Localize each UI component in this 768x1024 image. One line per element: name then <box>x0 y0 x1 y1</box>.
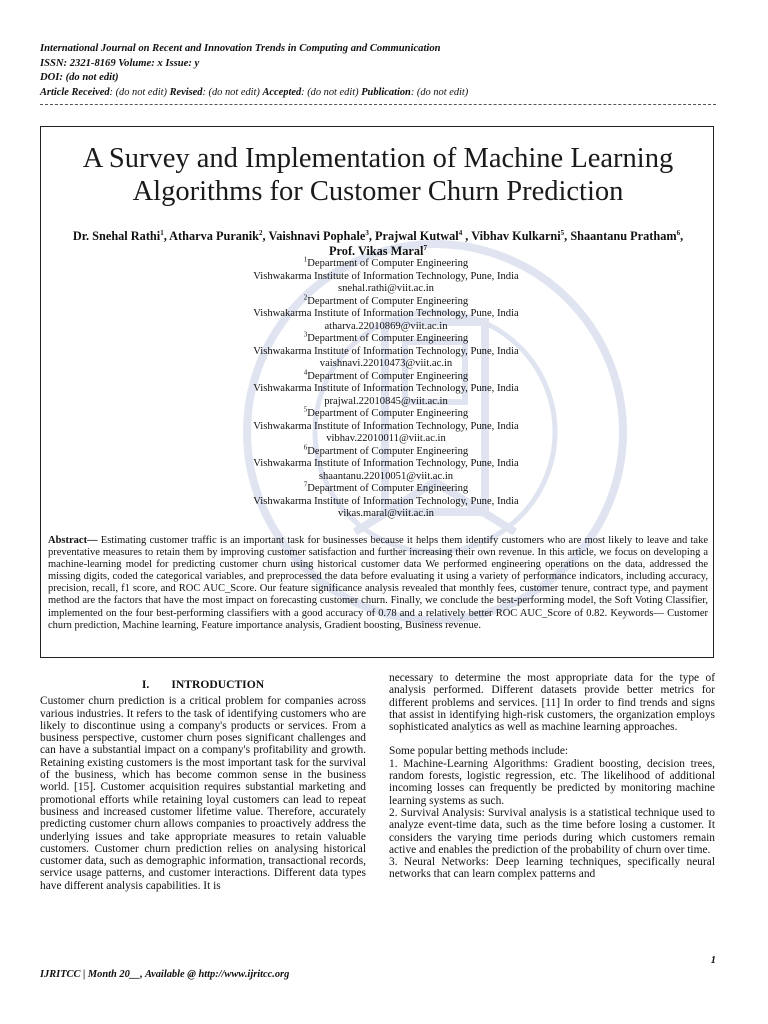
affiliation-institute: Vishwakarma Institute of Information Technology, Pune, India <box>253 345 519 357</box>
journal-header <box>40 42 720 100</box>
affiliation-email: atharva.22010869@viit.ac.in <box>324 320 448 332</box>
author-name: Vaishnavi Pophale <box>268 229 366 243</box>
department-name: Department of Computer Engineering <box>307 258 469 269</box>
section-number: I. <box>141 678 150 691</box>
author-name: Vibhav Kulkarni <box>471 229 561 243</box>
affiliation-email: snehal.rathi@viit.ac.in <box>338 283 434 294</box>
publication-label: Publication <box>361 86 411 98</box>
affiliation-department <box>200 405 572 421</box>
affiliation-institute: Vishwakarma Institute of Information Technology, Pune, India <box>253 383 519 394</box>
right-paragraph-1: necessary to determine the most appropriate data for the type of analysis performed. Different datasets provide better metrics for different problems and services. [11] In order to find trends and signs that assist in identifying high-risk customers, the organization employs sophisticated analytics as well as machine learning approaches. <box>389 672 715 734</box>
department-name: Department of Computer Engineering <box>307 445 469 457</box>
paper-title <box>48 142 708 208</box>
affiliation-department <box>200 330 572 346</box>
author-separator: , <box>564 229 571 243</box>
received-label: Article Received <box>40 86 110 98</box>
left-column <box>40 670 366 892</box>
abstract-text: Estimating customer traffic is an important task for businesses because it helps them identify customers who are most likely to leave and take preventative measures to retain them by improving customer satisfaction and further increasing their own revenue. In this article, we focus on developing a machine-learning model for predicting customer churn using historical customer data We performed engineering operations on the data, addressed the missing digits, coded the categorical variables, and preprocessed the data before evaluating it using a variety of performance indicators, including accuracy, precision, recall, f1 score, and ROC AUC_Score. Our feature significance analysis revealed that monthly fees, customer tenure, contract type, and payment method are the factors that have the most impact on forecasting customer churn. Finally, we conclude the best-performing model, the Soft Voting Classifier, implemented on the four best-performing classifiers with a good accuracy of 0.78 and a relatively better ROC AUC_Score of 0.82. Keywords— Customer churn prediction, Machine learning, Feature importance analysis, Gradient boosting, Business revenue. <box>48 535 708 631</box>
issn-line: ISSN: 2321-8169 Volume: x Issue: y <box>40 57 200 69</box>
department-name: Department of Computer Engineering <box>307 483 469 494</box>
author-name: Dr. Snehal Rathi <box>72 229 161 243</box>
right-paragraph-2: Some popular betting methods include: <box>389 745 569 758</box>
department-name: Department of Computer Engineering <box>307 295 469 307</box>
header-divider <box>40 104 716 105</box>
affiliation-institute: Vishwakarma Institute of Information Technology, Pune, India <box>253 458 519 469</box>
affiliation-institute: Vishwakarma Institute of Information Technology, Pune, India <box>253 420 519 432</box>
journal-name: International Journal on Recent and Innovation Trends in Computing and Communication <box>40 43 441 54</box>
affiliation-mark: 2 <box>303 292 308 301</box>
revised-value: : (do not edit) <box>202 86 263 98</box>
list-item-survival-analysis: 2. Survival Analysis: Survival analysis is a statistical technique used to analyze event-time data, such as the time before losing a customer. It considers the varying time periods during which customers remain active and enables the prediction of the probability of churn over time. <box>389 806 715 856</box>
department-name: Department of Computer Engineering <box>307 333 469 344</box>
affiliation-institute: Vishwakarma Institute of Information Technology, Pune, India <box>253 270 519 282</box>
author-affiliation-mark: 2 <box>259 228 263 237</box>
affiliation-department <box>200 292 572 309</box>
affiliation-email: shaantanu.22010051@viit.ac.in <box>318 470 454 482</box>
affiliation-mark: 7 <box>303 480 308 489</box>
right-column <box>389 672 715 881</box>
section-heading-introduction <box>40 679 366 691</box>
article-dates <box>40 86 720 101</box>
author-list <box>64 229 692 259</box>
title-line-1: A Survey and Implementation of Machine Learning <box>82 143 674 174</box>
author-separator: , <box>680 229 684 243</box>
affiliation-email: vibhav.22010011@viit.ac.in <box>326 433 446 444</box>
author-name: Prajwal Kutwal <box>375 229 459 243</box>
author-separator: , <box>462 229 472 243</box>
author-separator: , <box>262 229 269 243</box>
title-line-2: Algorithms for Customer Churn Prediction <box>132 176 624 207</box>
affiliation-institute: Vishwakarma Institute of Information Technology, Pune, India <box>253 308 519 319</box>
abstract <box>48 535 708 632</box>
department-name: Department of Computer Engineering <box>307 408 469 419</box>
list-item-ml-algorithms: 1. Machine-Learning Algorithms: Gradient boosting, decision trees, random forests, logistic regression, etc. The likelihood of additional incoming losses can frequently be predicted by monitoring machine learning systems as such. <box>389 757 715 807</box>
footer-journal-info: IJRITCC | Month 20__, Available @ http://www.ijritcc.org <box>40 969 290 980</box>
affiliation-mark: 1 <box>303 255 308 264</box>
page-number: 1 <box>710 955 716 966</box>
affiliation-department <box>200 255 572 271</box>
affiliation-email: vaishnavi.22010473@viit.ac.in <box>319 358 453 369</box>
affiliation-mark: 6 <box>303 442 308 451</box>
affiliation-list <box>200 255 572 521</box>
author-separator: , <box>163 229 170 243</box>
doi-line: DOI: (do not edit) <box>40 72 119 83</box>
author-separator: , <box>368 229 376 243</box>
affiliation-mark: 4 <box>303 367 308 376</box>
list-item-neural-networks: 3. Neural Networks: Deep learning techniques, specifically neural networks that can learn complex patterns and <box>389 856 715 881</box>
accepted-value: : (do not edit) <box>301 86 362 98</box>
author-affiliation-mark: 6 <box>676 228 681 237</box>
affiliation-department <box>200 367 572 384</box>
publication-value: : (do not edit) <box>410 86 469 98</box>
author-affiliation-mark: 1 <box>160 228 164 237</box>
author-name: Atharva Puranik <box>169 229 260 243</box>
author-affiliation-mark: 7 <box>423 243 427 252</box>
affiliation-institute: Vishwakarma Institute of Information Technology, Pune, India <box>253 495 519 507</box>
received-value: : (do not edit) <box>109 86 170 98</box>
author-name: Shaantanu Pratham <box>570 229 677 243</box>
intro-paragraph: Customer churn prediction is a critical problem for companies across various industries. It refers to the task of identifying customers who are likely to discontinue using a company's products or services. From a business perspective, customer churn poses significant challenges and can have a substantial impact on a company's profitability and growth. Retaining existing customers is the most important task for the survival of the business, which has become common sense in the business world. [15]. Customer acquisition requires substantial marketing and promotional efforts while retaining loyal customers can lead to repeat business and increased customer lifetime value. Therefore, accurately predicting customer churn allows companies to proactively address the underlying issues and take appropriate measures to retain valuable customers. Customer churn prediction relies on analysing historical customer data, such as demographic information, transactional records, service usage patterns, and customer interactions. Different data types have different analysis capabilities. It is <box>40 695 366 892</box>
abstract-label: Abstract— <box>48 535 98 546</box>
author-name: Prof. Vikas Maral <box>329 244 424 258</box>
author-affiliation-mark: 4 <box>458 228 463 237</box>
affiliation-email: prajwal.22010845@viit.ac.in <box>324 395 448 407</box>
affiliation-department <box>200 442 572 459</box>
department-name: Department of Computer Engineering <box>307 370 469 382</box>
affiliation-email: vikas.maral@viit.ac.in <box>338 508 434 519</box>
affiliation-mark: 5 <box>303 405 308 414</box>
section-title: INTRODUCTION <box>171 678 265 691</box>
affiliation-department <box>200 480 572 496</box>
author-affiliation-mark: 5 <box>560 228 565 237</box>
author-affiliation-mark: 3 <box>365 228 369 237</box>
affiliation-mark: 3 <box>303 330 308 339</box>
accepted-label: Accepted <box>262 86 302 98</box>
revised-label: Revised <box>169 86 203 98</box>
